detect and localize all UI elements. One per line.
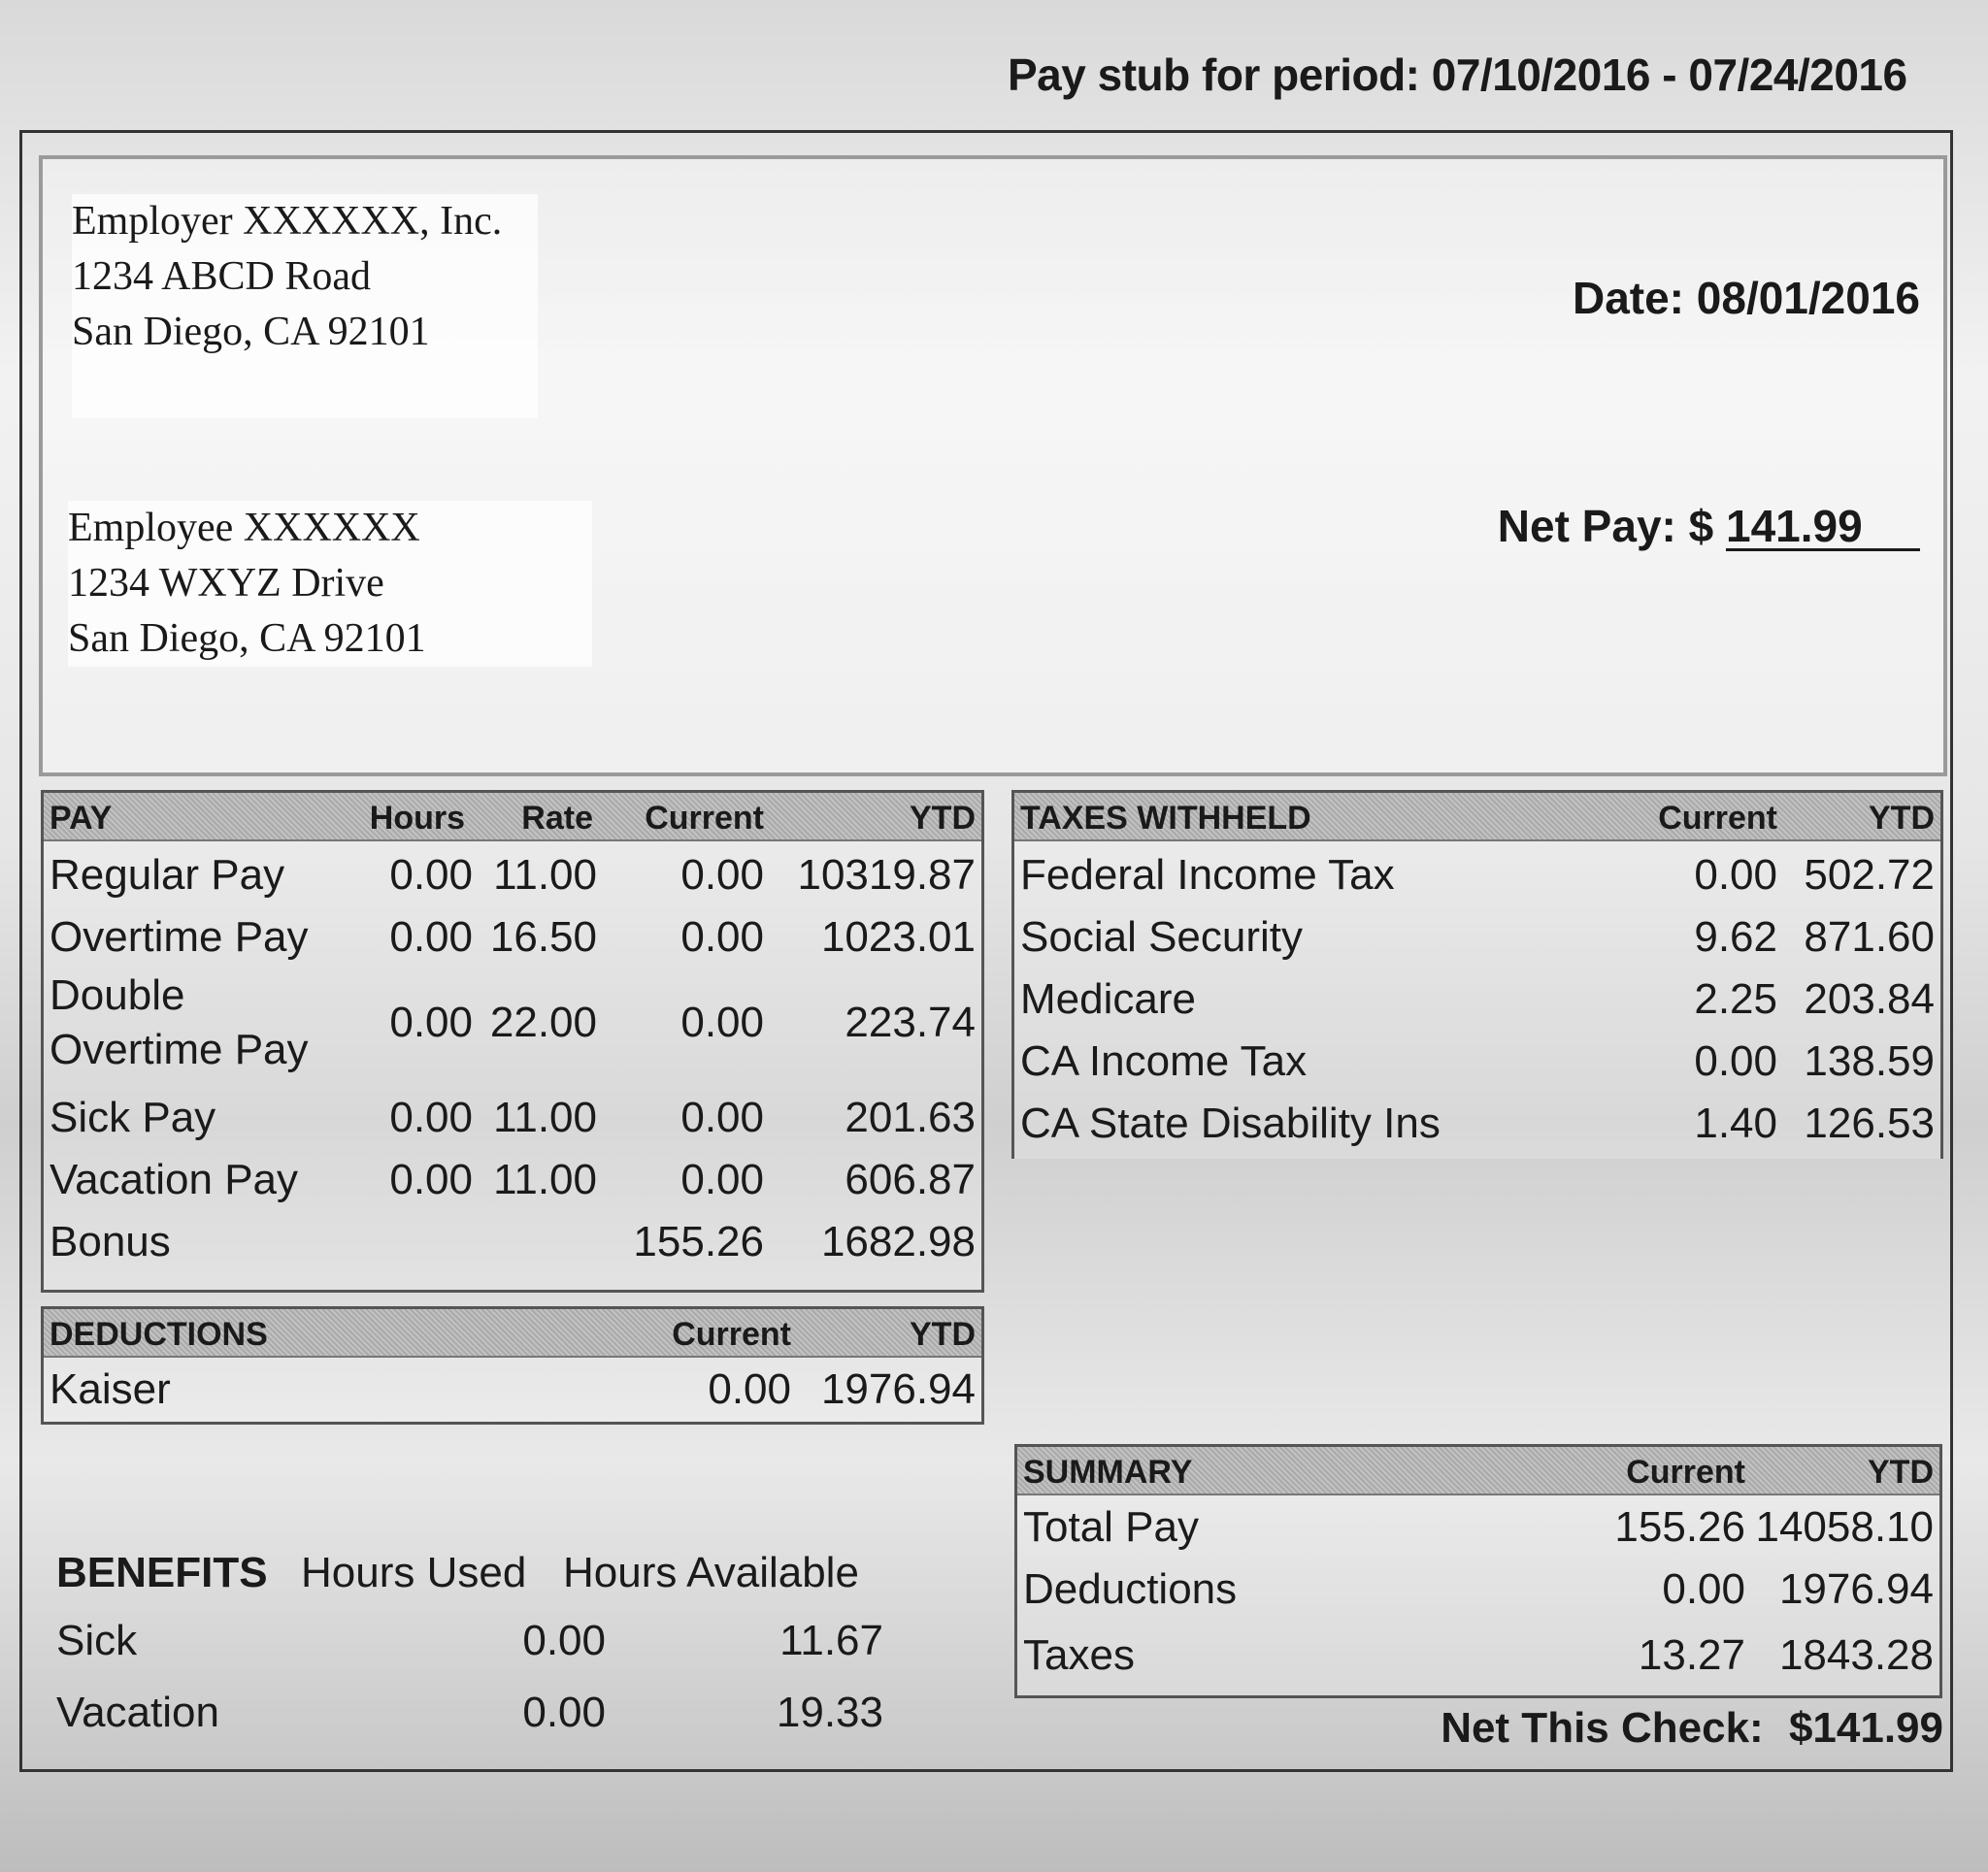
pay-hours: 0.00 [389, 999, 473, 1046]
pay-current-header: Current [645, 800, 764, 837]
pay-label: Overtime Pay [50, 913, 309, 961]
tax-current: 9.62 [1694, 913, 1777, 961]
summary-label: Total Pay [1023, 1503, 1199, 1551]
benefits-header [56, 1549, 920, 1611]
tax-label: CA Income Tax [1020, 1037, 1308, 1085]
pay-label: Regular Pay [50, 851, 285, 899]
benefits-title: BENEFITS [56, 1549, 268, 1596]
net-check-amount: $141.99 [1788, 1704, 1943, 1752]
net-this-check [1441, 1704, 1943, 1753]
pay-ytd: 1682.98 [820, 1218, 976, 1265]
stub-date: Date: 08/01/2016 [1572, 273, 1920, 323]
pay-rate: 11.00 [493, 1094, 597, 1141]
tax-label: Social Security [1020, 913, 1304, 961]
pay-ytd: 223.74 [845, 999, 976, 1046]
benefits-used-header: Hours Used [301, 1549, 527, 1596]
tax-current: 1.40 [1694, 1100, 1777, 1147]
employer-street: 1234 ABCD Road [72, 254, 372, 299]
summary-row [1017, 1560, 1939, 1626]
pay-hours: 0.00 [389, 851, 473, 899]
deductions-ytd-header: YTD [910, 1316, 976, 1353]
pay-row [44, 1090, 981, 1154]
tax-current: 0.00 [1694, 1037, 1777, 1085]
tax-row [1014, 841, 1940, 905]
pay-hours: 0.00 [389, 1156, 473, 1203]
summary-title: SUMMARY [1023, 1454, 1193, 1491]
pay-ytd: 606.87 [845, 1156, 976, 1203]
tax-current: 0.00 [1694, 851, 1777, 899]
pay-current: 0.00 [680, 851, 764, 899]
net-check-label: Net This Check: [1441, 1704, 1764, 1752]
benefit-row [56, 1611, 920, 1683]
pay-ytd: 201.63 [845, 1094, 976, 1141]
pay-ytd: 1023.01 [820, 913, 976, 961]
pay-label: Vacation Pay [50, 1156, 299, 1203]
employee-address [68, 501, 592, 667]
benefit-label: Vacation [56, 1689, 219, 1736]
pay-current: 0.00 [680, 999, 764, 1046]
pay-current: 0.00 [680, 1094, 764, 1141]
pay-ytd: 10319.87 [797, 851, 976, 899]
tax-current: 2.25 [1694, 975, 1777, 1023]
tax-label: Medicare [1020, 975, 1196, 1023]
benefit-label: Sick [56, 1617, 138, 1664]
pay-period-title: Pay stub for period: 07/10/2016 - 07/24/2016 [1008, 49, 1907, 100]
net-pay-amount: 141.99 [1726, 504, 1920, 551]
tax-row [1014, 1098, 1940, 1162]
pay-title: PAY [50, 800, 113, 837]
pay-label: Double [50, 971, 185, 1019]
benefits-section [56, 1549, 920, 1762]
summary-ytd: 14058.10 [1755, 1503, 1934, 1551]
deduction-row [44, 1358, 981, 1422]
summary-ytd: 1976.94 [1778, 1565, 1934, 1613]
taxes-header [1014, 793, 1940, 841]
summary-label: Deductions [1023, 1565, 1238, 1613]
benefits-available-header: Hours Available [563, 1549, 859, 1596]
pay-rate: 11.00 [493, 851, 597, 899]
deductions-section [41, 1306, 984, 1425]
employer-city: San Diego, CA 92101 [72, 310, 430, 354]
pay-row [44, 1154, 981, 1218]
deduction-ytd: 1976.94 [820, 1365, 976, 1413]
summary-header [1017, 1447, 1939, 1495]
tax-row [1014, 1034, 1940, 1098]
pay-ytd-header: YTD [910, 800, 976, 837]
pay-hours: 0.00 [389, 913, 473, 961]
pay-rate: 22.00 [489, 999, 597, 1046]
tax-ytd: 203.84 [1804, 975, 1935, 1023]
summary-current: 0.00 [1662, 1565, 1745, 1613]
pay-rate-header: Rate [521, 800, 593, 837]
tax-ytd: 126.53 [1804, 1100, 1935, 1147]
pay-hours-header: Hours [369, 800, 465, 837]
tax-label: Federal Income Tax [1020, 851, 1395, 899]
employee-name: Employee XXXXXX [68, 506, 420, 550]
pay-label: Sick Pay [50, 1094, 216, 1141]
deduction-current: 0.00 [708, 1365, 791, 1413]
pay-current: 155.26 [633, 1218, 764, 1265]
net-pay-label: Net Pay: $ [1497, 501, 1714, 551]
benefit-used: 0.00 [522, 1617, 606, 1664]
employer-name: Employer XXXXXX, Inc. [72, 199, 503, 244]
pay-rate: 11.00 [493, 1156, 597, 1203]
summary-section [1014, 1444, 1942, 1698]
summary-label: Taxes [1023, 1631, 1135, 1679]
benefit-row [56, 1683, 920, 1755]
employee-street: 1234 WXYZ Drive [68, 561, 384, 606]
pay-section [41, 790, 984, 1293]
tax-row [1014, 969, 1940, 1034]
taxes-current-header: Current [1658, 800, 1777, 837]
taxes-ytd-header: YTD [1869, 800, 1935, 837]
tax-ytd: 502.72 [1804, 851, 1935, 899]
deductions-title: DEDUCTIONS [50, 1316, 268, 1353]
pay-label-continued: Overtime Pay [50, 1026, 309, 1073]
employer-address [72, 194, 538, 418]
summary-current: 155.26 [1614, 1503, 1745, 1551]
pay-row [44, 969, 981, 1090]
benefit-available: 11.67 [779, 1617, 883, 1664]
summary-current-header: Current [1626, 1454, 1745, 1491]
pay-row [44, 905, 981, 969]
taxes-withheld-section [1011, 790, 1943, 1159]
taxes-title: TAXES WITHHELD [1020, 800, 1311, 837]
pay-current: 0.00 [680, 1156, 764, 1203]
summary-current: 13.27 [1638, 1631, 1745, 1679]
net-pay [1498, 500, 1920, 552]
summary-ytd: 1843.28 [1778, 1631, 1934, 1679]
summary-ytd-header: YTD [1868, 1454, 1934, 1491]
tax-ytd: 138.59 [1804, 1037, 1935, 1085]
pay-current: 0.00 [680, 913, 764, 961]
pay-label: Bonus [50, 1218, 171, 1265]
pay-hours: 0.00 [389, 1094, 473, 1141]
deductions-header [44, 1309, 981, 1358]
benefit-available: 19.33 [776, 1689, 883, 1736]
pay-rate: 16.50 [489, 913, 597, 961]
pay-row [44, 841, 981, 905]
tax-ytd: 871.60 [1804, 913, 1935, 961]
benefit-used: 0.00 [522, 1689, 606, 1736]
deduction-label: Kaiser [50, 1365, 171, 1413]
deductions-current-header: Current [672, 1316, 791, 1353]
tax-row [1014, 905, 1940, 969]
pay-header [44, 793, 981, 841]
summary-row [1017, 1495, 1939, 1560]
summary-row [1017, 1626, 1939, 1690]
pay-row [44, 1218, 981, 1282]
employee-city: San Diego, CA 92101 [68, 616, 426, 661]
tax-label: CA State Disability Ins [1020, 1100, 1441, 1147]
